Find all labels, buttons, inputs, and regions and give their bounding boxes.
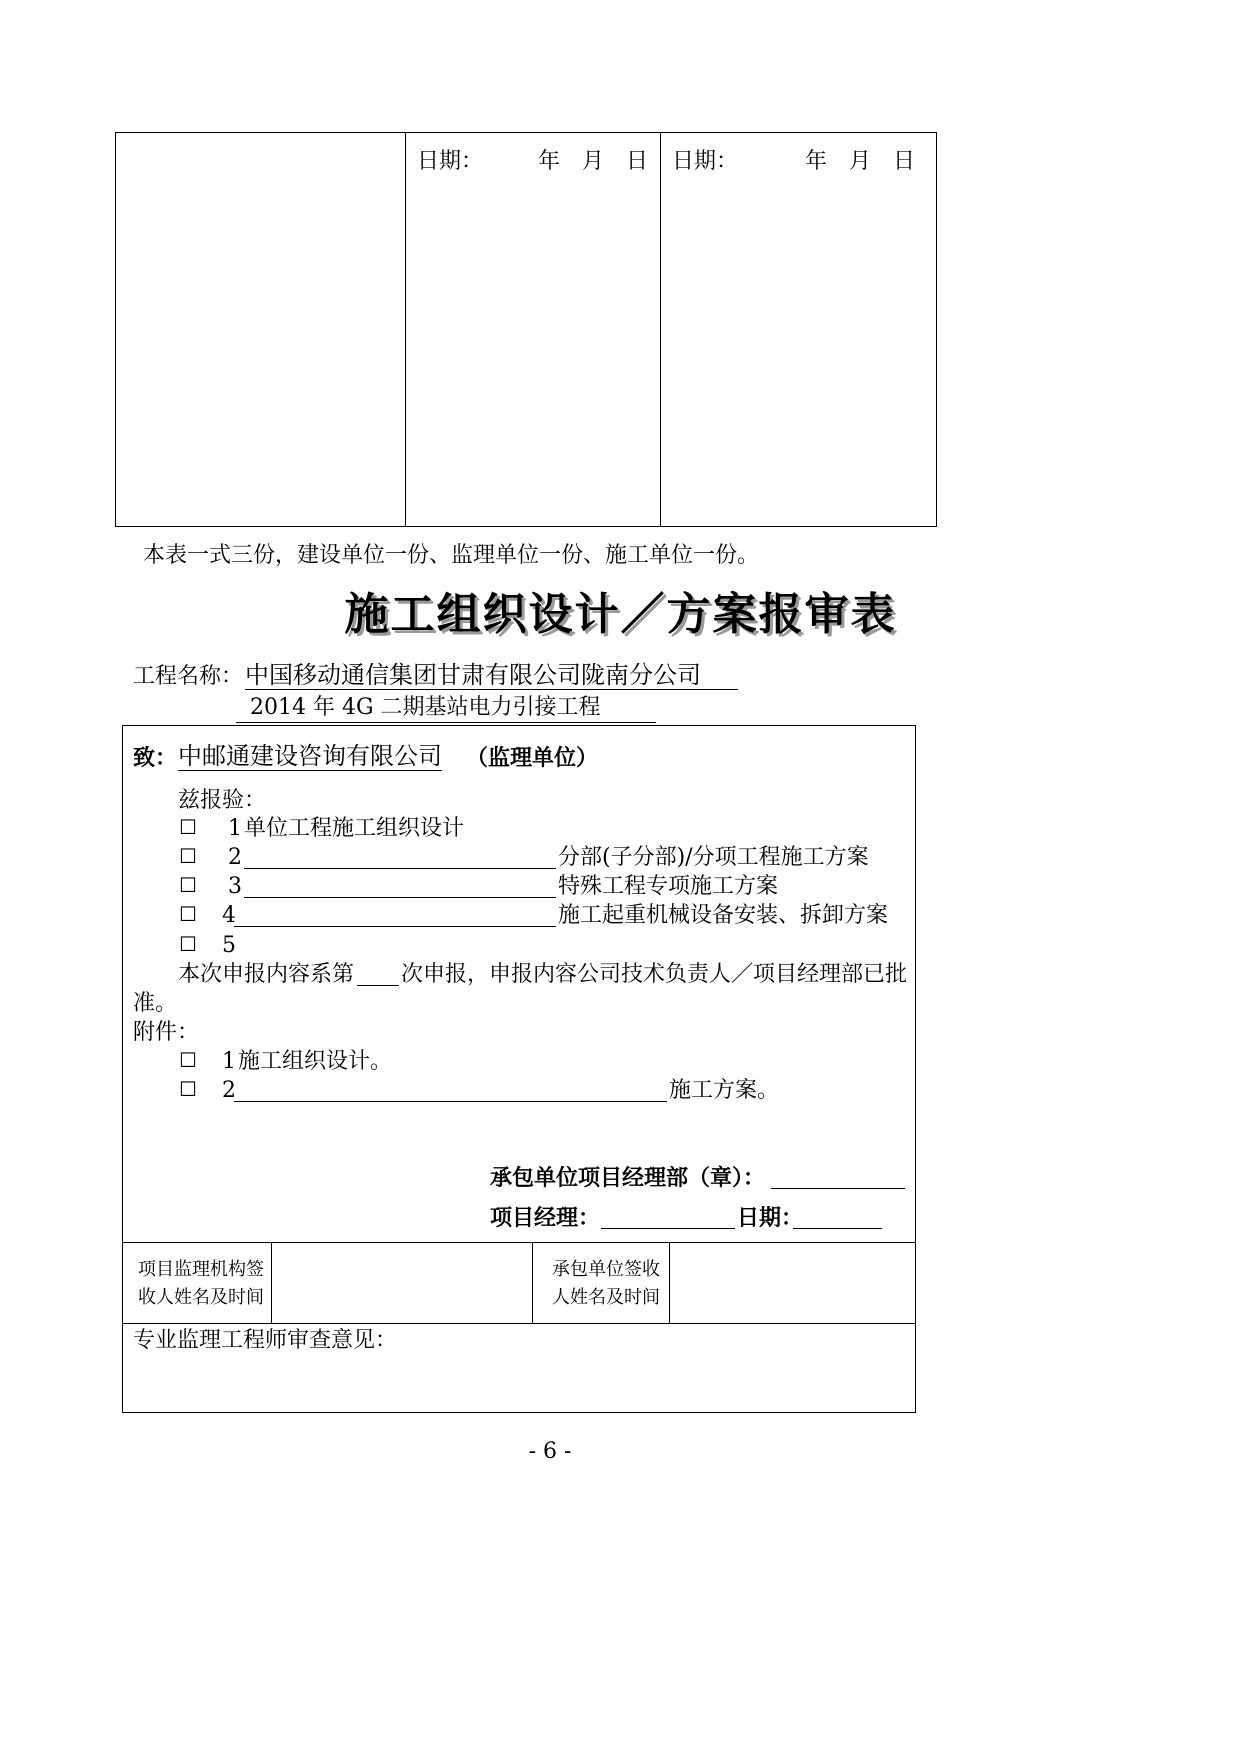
item-3-blank[interactable] [244, 897, 556, 898]
receipt-divider-3 [669, 1242, 670, 1323]
project-name-line2 [236, 694, 656, 723]
project-name-line1-text: 中国移动通信集团甘肃有限公司陇南分公司 [245, 661, 738, 690]
manager-blank[interactable] [601, 1228, 735, 1229]
dept-seal-blank[interactable] [771, 1188, 905, 1189]
review-label: 专业监理工程师审查意见： [133, 1328, 398, 1353]
item-3-text: 特殊工程专项施工方案 [558, 874, 779, 899]
supervisor-receipt-label-l1: 项目监理机构签 [138, 1259, 264, 1280]
checkbox-attachment-1[interactable]: ☐ [179, 1048, 197, 1072]
item-2-num: 2 [228, 845, 242, 870]
item-4-blank[interactable] [234, 926, 556, 927]
item-1-num: 1 [228, 816, 242, 841]
contractor-receipt-label-l1: 承包单位签收 [552, 1259, 660, 1280]
declaration-count-blank[interactable] [357, 985, 399, 986]
contractor-receipt-label-l2: 人姓名及时间 [552, 1287, 660, 1308]
addressee-prefix: 致： [133, 745, 178, 771]
declaration-part1: 本次申报内容系第 [178, 962, 355, 987]
attachment-1-num: 1 [222, 1049, 236, 1074]
item-1-text: 单位工程施工组织设计 [244, 816, 465, 841]
declaration-part2: 次申报，申报内容公司技术负责人／项目经理部已批 [401, 962, 908, 987]
checkbox-item-2[interactable]: ☐ [179, 844, 197, 868]
page-number: - 6 - [528, 1439, 572, 1464]
form-title: 施工组织设计／方案报审表 [344, 589, 897, 640]
checkbox-item-4[interactable]: ☐ [179, 902, 197, 926]
checkbox-item-5[interactable]: ☐ [179, 932, 197, 956]
submit-intro: 兹报验： [178, 788, 267, 813]
main-form-divider-review [122, 1323, 916, 1324]
top-table [115, 132, 937, 527]
receipt-divider-1 [271, 1242, 272, 1323]
main-form-divider-receipt [122, 1242, 916, 1243]
receipt-divider-2 [532, 1242, 533, 1323]
checkbox-item-3[interactable]: ☐ [179, 873, 197, 897]
dept-seal-label: 承包单位项目经理部（章）： [490, 1165, 766, 1191]
supervisor-receipt-label-l2: 收人姓名及时间 [138, 1287, 264, 1308]
item-2-blank[interactable] [244, 868, 556, 869]
top-col3-date-label: 日期： [672, 149, 739, 174]
date-label: 日期： [737, 1205, 804, 1231]
item-2-text: 分部(子分部)/分项工程施工方案 [558, 845, 869, 870]
top-col2-ymd: 年 月 日 [538, 149, 649, 174]
manager-label: 项目经理： [490, 1205, 601, 1231]
project-name-line1 [245, 661, 738, 690]
top-table-divider-1 [405, 132, 406, 527]
attachment-2-num: 2 [222, 1078, 236, 1103]
project-name-line2-text: 2014 年 4G 二期基站电力引接工程 [236, 694, 656, 723]
top-col2-date-label: 日期： [417, 149, 484, 174]
addressee-suffix: （监理单位） [466, 745, 599, 771]
item-4-text: 施工起重机械设备安装、拆卸方案 [558, 903, 889, 928]
attachment-1-text: 施工组织设计。 [238, 1049, 393, 1074]
attachment-2-blank[interactable] [234, 1101, 667, 1102]
checkbox-attachment-2[interactable]: ☐ [179, 1077, 197, 1101]
declaration-part3: 准。 [133, 991, 178, 1016]
item-4-num: 4 [222, 903, 236, 928]
copies-note: 本表一式三份，建设单位一份、监理单位一份、施工单位一份。 [143, 543, 760, 568]
item-3-num: 3 [228, 874, 242, 899]
addressee-company-text: 中邮通建设咨询有限公司 [178, 742, 442, 770]
attachments-label: 附件： [133, 1020, 200, 1045]
top-table-divider-2 [660, 132, 661, 527]
addressee-company [178, 742, 442, 771]
top-col3-ymd: 年 月 日 [805, 149, 916, 174]
attachment-2-text: 施工方案。 [669, 1078, 780, 1103]
checkbox-item-1[interactable]: ☐ [179, 815, 197, 839]
project-label: 工程名称： [133, 664, 244, 689]
item-5-num: 5 [222, 933, 236, 958]
date-blank[interactable] [793, 1228, 882, 1229]
